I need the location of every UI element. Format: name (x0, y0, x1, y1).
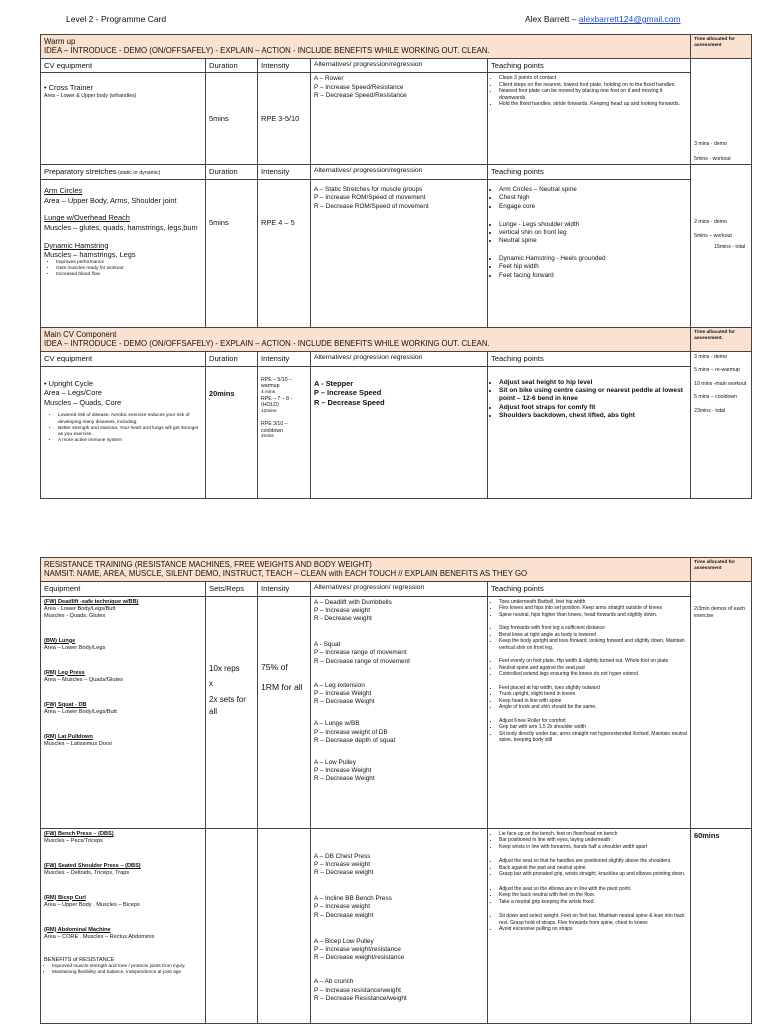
cross-trainer-intensity: RPE 3-5/10 (258, 73, 311, 165)
col-teaching-points: Teaching points (488, 351, 691, 366)
alt-line: A – Lunge w/BB (314, 720, 360, 728)
benefit-item: • A more active immune system (58, 438, 202, 444)
tp-item: • Grip bar with arm 1.5 2x shoulder width (499, 724, 687, 731)
cross-trainer-name: • Cross Trainer (44, 83, 93, 93)
intensity-line: 1RM for all (261, 681, 303, 692)
benefit-item: • Better strength and stamina. Your heart and lungs will get stronger as you exercise. (58, 426, 202, 438)
tp-item: • Neutral spine (499, 237, 687, 245)
tp-item: • Sit on bike using centre casing or nearest peddle at lowest point – 12-6 bend in knee (499, 387, 687, 404)
resistance-block1-exercises (41, 596, 206, 828)
warmup-time-cell (691, 58, 752, 165)
warmup-cv-table (40, 34, 752, 499)
main-cv-col-headers (41, 351, 752, 366)
exercise-lat-pulldown: (RM) Lat Pulldown Muscles – Latissimus Dorsi (44, 733, 112, 747)
tp-item: • Feet hip width (499, 263, 687, 271)
warmup-title: Warm up (44, 37, 76, 46)
alt-line: R - Decrease weight (314, 615, 372, 623)
tp-item: • Adjust the seat so the elbows are in line with the pivot point. (499, 886, 687, 893)
alt-line: R – Decrease Speed/Resistance (314, 91, 407, 99)
warmup-section-heading (41, 35, 691, 59)
tp-item: • Feet evenly on foot plate, Hip width & slightly turned out. Whole foot on plate (499, 658, 687, 665)
col-intensity: Intensity (258, 351, 311, 366)
hamstring-title: Dynamic Hamstring (44, 240, 109, 250)
stretch-alts (311, 180, 488, 328)
sets-line: 10x reps (209, 663, 240, 673)
exercise-bicep-curl: (RM) Bicep Curl Area – Upper Body . Muscles – Biceps (44, 894, 140, 908)
hamstring-area: Muscles – hamstrings, Legs (44, 250, 136, 260)
exercise-squat: (FW) Squat - DB Area – Lower Body/Legs/Butt (44, 701, 117, 715)
intensity-sub: 12mins (261, 408, 277, 414)
alt-line: R – Decrease weight (314, 911, 374, 919)
intensity-line: RPE – 5/10 – warmup (261, 376, 292, 390)
upright-cycle-row (41, 366, 752, 498)
lunge-area: Muscles – glutes, quads, hamstrings, legs,bum (44, 223, 198, 232)
tp-item: • Adjust foot straps for comfy fit (499, 404, 687, 412)
tp-item: • Lunge - Legs shoulder width (499, 221, 687, 229)
stretch-alts-head: Alternatives/ progression/regression (311, 165, 488, 180)
stretch-duration: 5mins (206, 180, 258, 328)
tp-item: • Keep wrists in line with forearms, hands half a shoulder width apart (499, 844, 687, 851)
tp-item: • Shoulders backdown, chest lifted, abs tight (499, 412, 687, 420)
resistance-total-time: 60mins (691, 828, 752, 1023)
alt-line: P – Increase Weight (314, 690, 372, 698)
tp-item: • Angle of trunk and shin should be the same. (499, 704, 687, 711)
alt-line: A - Squat (314, 641, 341, 649)
stretch-title: Preparatory stretches (static or dynamic) (41, 165, 206, 180)
resistance-block2-sets (206, 828, 258, 1023)
stretch-time-demo: 2 mins - demo (694, 219, 727, 226)
alt-line: P – Increase weight (314, 606, 371, 614)
alt-line: P – Increase ROM/Speed of movement (314, 194, 426, 202)
col-cv-equipment: CV equipment (41, 58, 206, 73)
tp-item: • Take a neutral grip keeping the wrists fixed. (499, 899, 687, 906)
alt-line: R – Decrease Weight (314, 698, 375, 706)
author-email-link[interactable]: alexbarrett124@gmail.com (578, 14, 681, 24)
exercise-shoulder-press: (FW) Seated Shoulder Press – (DBS) Muscles – Deltoids, Triceps, Traps (44, 862, 141, 876)
warmup-time-head: Time allocated for assessment (691, 35, 752, 59)
main-time-line: 23mins - total (694, 407, 726, 414)
col-alternatives: Alternatives/ progression regression (311, 351, 488, 366)
alt-line: R – Decrease range of movement (314, 657, 410, 665)
stretch-time-total: 15mins - total (714, 244, 746, 251)
benefit-item: • Lowered risk of disease. Aerobic exercise reduces your risk of developing many diseases, including: (58, 413, 202, 425)
upright-cycle-cell (41, 366, 206, 498)
sets-line: x (209, 679, 213, 689)
resistance-block2-row (41, 828, 752, 1023)
main-time-line: 5 mins – re-warmup (694, 367, 740, 374)
stretch-cell (41, 180, 206, 328)
tp-item: • Bend knee at right angle as body is lowered (499, 632, 687, 639)
tp-item: • vertical shin on front leg (499, 229, 687, 237)
exercise-leg-press: (RM) Leg Press Area – Muscles – Quads/Glutes (44, 669, 123, 683)
resistance-namsit: NAMSIT: NAME, AREA, MUSCLE, SILENT DEMO, INSTRUCT, TEACH – CLEAN with EACH TOUCH // EXPLAIN BENEFITS AS THEY GO (44, 569, 528, 579)
benefits-title: BENEFITS of RESISTANCE (44, 956, 115, 963)
lunge-title: Lunge w/Overhead Reach (44, 213, 130, 223)
resistance-block1-alts (311, 596, 488, 828)
main-cv-time-head: Time allocated for assessment. (691, 328, 752, 352)
alt-line: P – Increase Weight (314, 767, 372, 775)
intensity-sub: 4mins (261, 434, 274, 439)
alt-line: P – Increase weight of DB (314, 728, 388, 736)
cross-trainer-area: Area – Lower & Upper body (w/handles) (44, 93, 137, 100)
alt-line: A – Static Stretches for muscle groups (314, 186, 423, 194)
programme-card-label: Level 2 - Programme Card (66, 14, 167, 24)
alt-line: R – Decrease depth of squat (314, 736, 396, 744)
exercise-deadlift: (FW) Deadlift -safe technique w/BB) Area - Lower Body/Legs/Butt Muscles - Quads, Glutes (44, 598, 139, 619)
tp-item: • Adjust the seat so that he handles are positioned slightly above the shoulders. (499, 858, 687, 865)
col-cv-equipment: CV equipment (41, 351, 206, 366)
alt-line: A – Deadlift with Dumbbells (314, 598, 392, 606)
author-name: Alex Barrett – (525, 14, 579, 24)
benefit-item: • Increased blood flow (56, 272, 202, 278)
benefit-item: • Improved muscle strength and tone / protects joints from injury. (52, 964, 202, 970)
exercise-abdominal-machine: (RM) Abdominal Machine Area – CORE . Muscles – Rectus Abdominis (44, 926, 155, 940)
resistance-block2-tp (488, 828, 691, 1023)
main-time-line: 10 mins -main workout (694, 380, 747, 387)
col-teaching-points: Teaching points (488, 58, 691, 73)
tp-item: • Avoid excessive pulling on straps (499, 926, 687, 933)
alt-line: A – Ab crunch (314, 978, 354, 986)
tp-item: • Grasp bar with pronated grip, wrists straight, knuckles up and elbows pointing down. (499, 871, 687, 878)
upright-cycle-name: • Upright Cycle (44, 378, 93, 388)
tp-item: • Feet placed at hip width, toes slightly outward (499, 685, 687, 692)
tp-item: • Clean 3 points of contact (499, 75, 687, 82)
alt-line: A – Bicep Low Pulley (314, 937, 374, 945)
tp-item: • Adjust seat height to hip level (499, 379, 687, 387)
warmup-idea: IDEA – INTRODUCE - DEMO (ON/OFFSAFELY) - EXPLAIN – ACTION - INCLUDE BENEFITS WHILE WORKING OUT. CLEAN. (44, 46, 490, 56)
alt-line: P – Increase weight/resistance (314, 946, 401, 954)
cross-trainer-alts (311, 73, 488, 165)
upright-cycle-intensity (258, 366, 311, 498)
alt-line: R – Decrease weight/resistance (314, 954, 405, 962)
tp-item: • Engage core (499, 203, 687, 211)
alt-line: A – Low Pulley (314, 758, 356, 766)
main-time-line: 5 mins – cooldown (694, 394, 738, 401)
col-duration: Duration (206, 351, 258, 366)
stretch-intensity: RPE 4 – 5 (258, 180, 311, 328)
upright-cycle-tp (488, 366, 691, 498)
col-teaching-points: Teaching points (488, 582, 691, 597)
main-time-line: 3 mins - demo (694, 353, 727, 360)
tp-item: • Step forwards with front leg a sufficient distance (499, 625, 687, 632)
exercise-bench-press: (FW) Bench Press – (DBS) Muscles – Pecs/Triceps (44, 830, 114, 844)
arm-circles-title: Arm Circles (44, 186, 83, 196)
intensity-sub: 4 mins (261, 389, 276, 395)
tp-item: • Dynamic Hamstring - Heels grounded (499, 255, 687, 263)
arm-circles-area: Area – Upper Body, Arms, Shoulder joint (44, 195, 177, 205)
benefit-item: • Maintaining flexibility and balance, independence at joint age (52, 970, 202, 976)
alt-line: R – Decrease Resistance/weight (314, 994, 407, 1002)
tp-item: • Bar positioned in line with eyes, laying underneath (499, 837, 687, 844)
stretch-time-cell (691, 165, 752, 328)
upright-cycle-muscles: Muscles – Quads, Core (44, 397, 122, 407)
tp-item: • Nearest foot plate can be moved by placing one foot on it and moving it downwards. (499, 88, 687, 101)
tp-item: • Hold the fixed handles, stride forwards. Keeping head up and looking forwards. (499, 101, 687, 108)
alt-line: A – Rower (314, 75, 344, 83)
warmup-time-demo: 3 mins - demo (694, 141, 727, 148)
tp-item: • Chest high (499, 194, 687, 202)
intensity-line: 75% of (261, 661, 288, 672)
upright-cycle-area: Area – Legs/Core (44, 388, 102, 398)
stretch-time-workout: 5mins – workout (694, 232, 732, 239)
tp-item: • Sit body directly under bar, arms straight not hyperextended /locked, Maintain neutral spine, keeping body still (499, 731, 687, 744)
tp-item: • Keep head in line with spine (499, 698, 687, 705)
tp-item: • Flex knees and hips into set position. Keep arms straight outside of knees (499, 605, 687, 612)
exercise-lunge: (BW) Lunge Area – Lower Body/Legs (44, 637, 106, 651)
alt-line: A – Leg extension (314, 681, 365, 689)
stretch-col-headers (41, 165, 752, 180)
cross-trainer-tp (488, 73, 691, 165)
warmup-col-headers (41, 58, 752, 73)
stretch-row (41, 180, 752, 328)
upright-cycle-alts (311, 366, 488, 498)
tp-item: • Spine neutral, hips higher than knees, head forwards and slightly down. (499, 612, 687, 619)
sets-line: 2x sets for all (209, 694, 246, 716)
intensity-line: RPE 3/10 – cooldown (261, 421, 288, 434)
main-cv-title: Main CV Component (44, 330, 117, 340)
tp-item: • Toes underneath Barbell, feet hip width (499, 599, 687, 606)
author-line (525, 14, 681, 24)
alt-line: P – Increase Speed (314, 388, 382, 398)
alt-line: P – Increase weight (314, 860, 371, 868)
warmup-band (41, 35, 752, 59)
tp-item: • Trunk upright, slight bend in knees (499, 691, 687, 698)
col-sets-reps: Sets/Reps (206, 582, 258, 597)
stretch-tp (488, 180, 691, 328)
col-alternatives: Alternatives/ progression/ regression (311, 582, 488, 597)
resistance-time-demos: 2/3min demos of each exercise (694, 606, 746, 619)
resistance-time-cell-1 (691, 582, 752, 829)
alt-line: A - Stepper (314, 378, 354, 388)
resistance-table (40, 557, 752, 1024)
col-duration: Duration (206, 58, 258, 73)
resistance-time-head: Time allocated for assessment (691, 558, 752, 582)
tp-item: • Client steps on the nearest, lowest foot plate, holding on to the fixed handles. (499, 82, 687, 89)
tp-item: • Keep the back neutral with feet on the floor. (499, 892, 687, 899)
alt-line: P – Increase Speed/Resistance (314, 83, 404, 91)
resistance-heading (41, 558, 691, 582)
alt-line: A – Incline BB Bench Press (314, 895, 392, 903)
tp-item: • Neutral spine and against the seat pad (499, 665, 687, 672)
alt-line: R – Decrease Weight (314, 775, 375, 783)
stretch-duration-head: Duration (206, 165, 258, 180)
tp-item: • Adjust Knee Roller for comfort (499, 718, 687, 725)
resistance-block2-intensity (258, 828, 311, 1023)
stretch-tp-head: Teaching points (488, 165, 691, 180)
benefit-item: • Improves performance (56, 260, 202, 266)
resistance-block1-tp (488, 596, 691, 828)
tp-item: • Lie face up on the bench, feet on floor/head on bench (499, 831, 687, 838)
cross-trainer-row (41, 73, 752, 165)
resistance-col-headers (41, 582, 752, 597)
upright-cycle-duration: 20mins (206, 366, 258, 498)
col-intensity: Intensity (258, 582, 311, 597)
intensity-line: RPE – 7 – 8 - (HOLD) (261, 395, 293, 409)
tp-item: • Keep the body upright and toes forward, looking forward and slightly down, Maintain vertical shin on front leg. (499, 638, 687, 651)
alt-line: R – Decrease Speed (314, 397, 385, 407)
main-cv-idea: IDEA – INTRODUCE - DEMO (ON/OFFSAFELY) - EXPLAIN – ACTION - INCLUDE BENEFITS WHILE WORKING OUT. CLEAN. (44, 339, 490, 349)
alt-line: A – DB Chest Press (314, 852, 371, 860)
benefit-item: • Gets muscles ready for workout (56, 266, 202, 272)
resistance-block2-exercises (41, 828, 206, 1023)
tp-item: • Sit down and select weight. Feet on foot bar. Maintain neutral spine & lean into back rest. Grasp hold of straps. Flex forwards from spine, chest to knees (499, 913, 687, 926)
alt-line: P – Increase range of movement (314, 649, 407, 657)
cross-trainer-cell (41, 73, 206, 165)
tp-item: • Back against the pad and neutral spine. (499, 865, 687, 872)
resistance-band (41, 558, 752, 582)
tp-item: • Feet facing forward (499, 272, 687, 280)
col-equipment: Equipment (41, 582, 206, 597)
col-alternatives: Alternatives/ progression/regression (311, 58, 488, 73)
alt-line: P – Increase resistance/weight (314, 986, 401, 994)
resistance-sets (206, 596, 258, 828)
col-intensity: Intensity (258, 58, 311, 73)
main-cv-band (41, 328, 752, 352)
resistance-title: RESISTANCE TRAINING (RESISTANCE MACHINES, FREE WEIGHTS AND BODY WEIGHT) (44, 560, 372, 569)
resistance-block2-alts (311, 828, 488, 1023)
alt-line: P – Increase weight (314, 903, 371, 911)
alt-line: R – Decrease ROM/Speed of movement (314, 202, 429, 210)
main-cv-time-cell (691, 351, 752, 498)
tp-item: • Controlled extend legs ensuring the knees do not hyper extend (499, 671, 687, 678)
main-cv-heading (41, 328, 691, 352)
resistance-block1-row (41, 596, 752, 828)
alt-line: R – Decrease weight (314, 869, 374, 877)
tp-item: • Arm Circles – Neutral spine (499, 186, 687, 194)
warmup-time-workout: 5mins - workout (694, 155, 731, 162)
resistance-intensity (258, 596, 311, 828)
cross-trainer-duration: 5mins (206, 73, 258, 165)
stretch-intensity-head: Intensity (258, 165, 311, 180)
